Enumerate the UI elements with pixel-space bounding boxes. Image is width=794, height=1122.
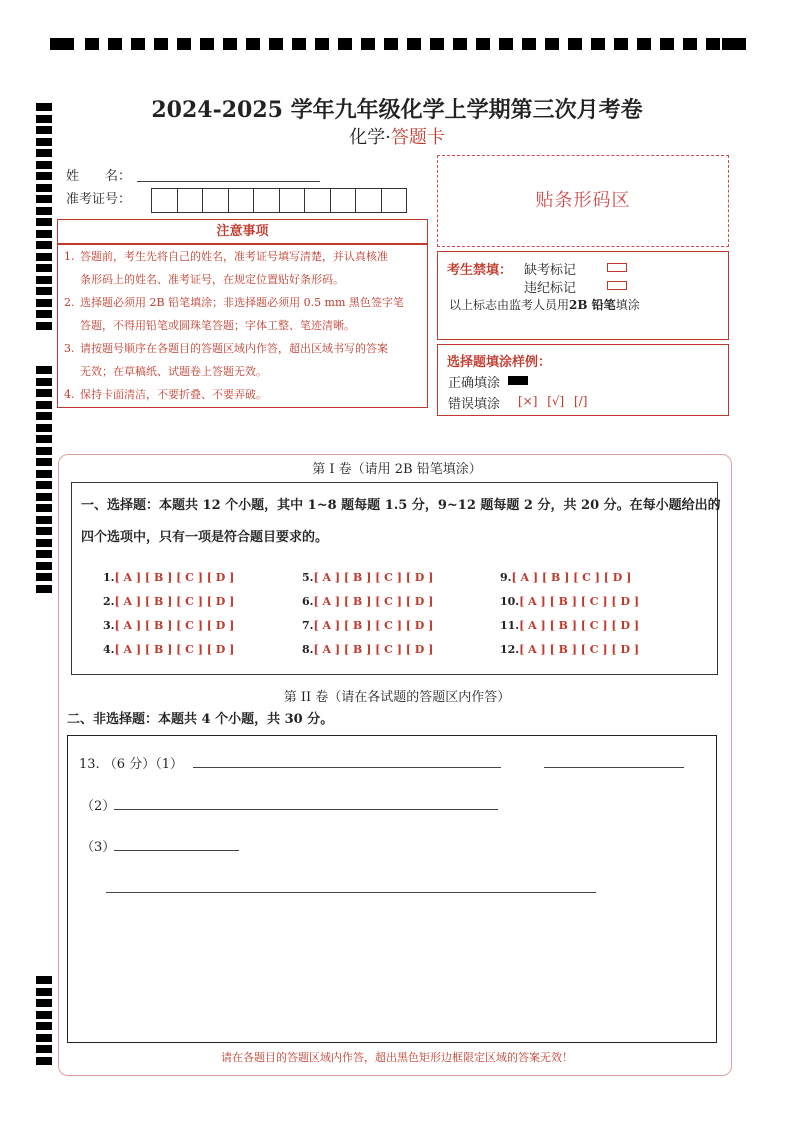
admit-digit-box[interactable]: [177, 188, 204, 213]
mc-question[interactable]: [302, 595, 433, 608]
mc-question-number: 6.: [302, 595, 314, 608]
timing-mark: [722, 38, 746, 50]
timing-mark: [292, 38, 306, 50]
mc-question[interactable]: [302, 643, 433, 656]
timing-mark: [36, 1011, 52, 1019]
timing-mark: [36, 389, 52, 397]
discipline-mark-box[interactable]: [607, 281, 627, 290]
timing-mark: [706, 38, 720, 50]
timing-mark: [36, 976, 52, 984]
notice-item-number: 4.: [64, 388, 75, 401]
name-label: 姓 名：: [66, 169, 132, 184]
notice-item-text: 选择题必须用 2B 铅笔填涂；非选择题必须用 0.5 mm 黑色签字笔: [80, 296, 404, 309]
answer-line[interactable]: [114, 809, 498, 810]
timing-mark: [614, 38, 628, 50]
mc-options[interactable]: [ A ] [ B ] [ C ] [ D ]: [313, 643, 434, 656]
timing-mark: [36, 253, 52, 261]
timing-mark: [36, 149, 52, 157]
timing-mark: [36, 550, 52, 558]
absent-mark-box[interactable]: [607, 263, 627, 272]
admit-digit-box[interactable]: [228, 188, 255, 213]
admit-digit-box[interactable]: [151, 188, 178, 213]
notice-item-text-cont: 答题，不得用铅笔或圆珠笔答题；字体工整、笔迹清晰。: [80, 319, 355, 332]
q13-label: 13. （6 分）（1）: [79, 757, 183, 772]
notice-item-text: 答题前，考生先将自己的姓名，准考证号填写清楚，并认真核准: [80, 250, 388, 263]
mc-options[interactable]: [ A ] [ B ] [ C ] [ D ]: [313, 595, 434, 608]
admit-digit-box[interactable]: [202, 188, 229, 213]
mc-question-number: 10.: [500, 595, 520, 608]
timing-mark: [36, 299, 52, 307]
timing-mark: [36, 585, 52, 593]
notice-title: 注意事项: [57, 219, 428, 244]
forbid-note: [449, 296, 640, 313]
timing-mark: [36, 516, 52, 524]
mc-options[interactable]: [ A ] [ B ] [ C ] [ D ]: [313, 571, 434, 584]
timing-mark: [108, 38, 122, 50]
timing-mark: [36, 1022, 52, 1030]
notice-item: [64, 383, 424, 406]
admit-digit-box[interactable]: [330, 188, 357, 213]
notice-item: [64, 245, 424, 291]
mc-options[interactable]: [ A ] [ B ] [ C ] [ D ]: [114, 571, 235, 584]
timing-mark: [36, 447, 52, 455]
timing-mark: [223, 38, 237, 50]
absent-mark-label: 缺考标记: [524, 263, 577, 278]
mc-options[interactable]: [ A ] [ B ] [ C ] [ D ]: [519, 643, 640, 656]
timing-mark: [36, 218, 52, 226]
notice-item-number: 2.: [64, 296, 75, 309]
mc-question-number: 3.: [103, 619, 115, 632]
timing-mark: [637, 38, 651, 50]
mc-question[interactable]: [500, 619, 639, 632]
footer-warning: 请在各题目的答题区域内作答，超出黑色矩形边框限定区域的答案无效！: [221, 1051, 573, 1064]
timing-mark: [36, 195, 52, 203]
mc-question[interactable]: [302, 571, 433, 584]
mc-question-number: 7.: [302, 619, 314, 632]
mc-question-number: 2.: [103, 595, 115, 608]
mc-question[interactable]: [302, 619, 433, 632]
timing-mark: [36, 424, 52, 432]
timing-mark: [50, 38, 74, 50]
timing-mark: [36, 504, 52, 512]
notice-item-number: 3.: [64, 342, 75, 355]
non-mc-instruction: 二、非选择题：本题共 4 个小题，共 30 分。: [67, 712, 334, 727]
timing-mark: [568, 38, 582, 50]
notice-box: [57, 244, 428, 408]
timing-mark: [36, 1034, 52, 1042]
timing-mark: [36, 172, 52, 180]
mc-question-number: 5.: [302, 571, 314, 584]
notice-item: [64, 291, 424, 337]
discipline-mark-label: 违纪标记: [524, 281, 577, 296]
timing-mark: [36, 161, 52, 169]
mc-instruction-line2: 四个选项中，只有一项是符合题目要求的。: [81, 530, 329, 545]
notice-item-number: 1.: [64, 250, 75, 263]
exam-title: 2024-2025 学年九年级化学上学期第三次月考卷: [151, 97, 643, 123]
timing-mark: [36, 412, 52, 420]
volume1-title: 第 I 卷（请用 2B 铅笔填涂）: [312, 462, 482, 477]
timing-mark: [36, 230, 52, 238]
timing-mark: [36, 401, 52, 409]
mc-question-number: 4.: [103, 643, 115, 656]
timing-mark: [177, 38, 191, 50]
mc-question[interactable]: [103, 571, 234, 584]
mc-options[interactable]: [ A ] [ B ] [ C ] [ D ]: [114, 595, 235, 608]
timing-mark: [36, 378, 52, 386]
timing-mark: [36, 573, 52, 581]
mc-question[interactable]: [103, 619, 234, 632]
forbid-note-pre: 以上标志由监考人员用: [449, 298, 570, 312]
timing-mark: [36, 493, 52, 501]
forbid-note-bold: 2B 铅笔: [569, 298, 616, 312]
wrong-fill-marks: [×] [√] [/]: [518, 394, 588, 408]
mc-question-number: 11.: [500, 619, 520, 632]
admit-digit-box[interactable]: [253, 188, 280, 213]
mc-question[interactable]: [500, 595, 639, 608]
timing-mark: [85, 38, 99, 50]
mc-question[interactable]: [103, 643, 234, 656]
correct-fill-mark: [508, 376, 528, 385]
timing-mark: [36, 264, 52, 272]
timing-mark: [591, 38, 605, 50]
timing-mark: [246, 38, 260, 50]
timing-mark: [36, 988, 52, 996]
timing-mark: [36, 207, 52, 215]
forbid-title: 考生禁填：: [447, 263, 513, 278]
subtitle-prefix: 化学·: [349, 127, 391, 148]
timing-mark: [36, 435, 52, 443]
forbid-note-post: 填涂: [615, 298, 640, 312]
timing-mark: [384, 38, 398, 50]
q13-answer-box[interactable]: [67, 735, 717, 1043]
admit-number-label: 准考证号：: [66, 192, 132, 207]
timing-mark: [453, 38, 467, 50]
volume2-title: 第 II 卷（请在各试题的答题区内作答）: [283, 690, 511, 705]
answer-line[interactable]: [544, 767, 684, 768]
mc-options[interactable]: [ A ] [ B ] [ C ] [ D ]: [313, 619, 434, 632]
mc-instruction-line1: 一、选择题：本题共 12 个小题，其中 1~8 题每题 1.5 分，9~12 题每题 2 分，共 20 分。在每小题给出的: [81, 498, 721, 513]
wrong-fill-label: 错误填涂: [448, 397, 501, 412]
timing-mark: [36, 287, 52, 295]
sub-question-3-label: （3）: [81, 840, 116, 855]
timing-mark: [36, 184, 52, 192]
admit-digit-box[interactable]: [355, 188, 382, 213]
timing-mark: [660, 38, 674, 50]
timing-mark: [545, 38, 559, 50]
timing-mark: [315, 38, 329, 50]
timing-mark: [36, 366, 52, 374]
mc-question[interactable]: [500, 643, 639, 656]
timing-mark: [154, 38, 168, 50]
timing-mark: [269, 38, 283, 50]
notice-item-text-cont: 无效；在草稿纸、试题卷上答题无效。: [80, 365, 267, 378]
mc-options[interactable]: [ A ] [ B ] [ C ] [ D ]: [511, 571, 632, 584]
mc-question-number: 12.: [500, 643, 520, 656]
timing-mark: [338, 38, 352, 50]
timing-mark: [36, 539, 52, 547]
mc-options[interactable]: [ A ] [ B ] [ C ] [ D ]: [114, 619, 235, 632]
fill-sample-title: 选择题填涂样例：: [447, 355, 552, 370]
timing-mark: [36, 481, 52, 489]
timing-mark: [683, 38, 697, 50]
timing-mark: [36, 527, 52, 535]
timing-mark: [36, 999, 52, 1007]
admit-digit-box[interactable]: [304, 188, 331, 213]
exam-subtitle: [0, 123, 794, 149]
timing-mark: [430, 38, 444, 50]
mc-question[interactable]: [103, 595, 234, 608]
notice-item: [64, 337, 424, 383]
answer-line[interactable]: [114, 850, 239, 851]
timing-mark: [36, 310, 52, 318]
timing-mark: [476, 38, 490, 50]
top-timing-marks: [50, 38, 746, 52]
admit-digit-box[interactable]: [279, 188, 306, 213]
admit-number-boxes[interactable]: [152, 188, 407, 212]
timing-mark: [407, 38, 421, 50]
subtitle-highlight: 答题卡: [390, 127, 445, 148]
timing-mark: [36, 322, 52, 330]
timing-mark: [200, 38, 214, 50]
timing-mark: [36, 562, 52, 570]
mc-options[interactable]: [ A ] [ B ] [ C ] [ D ]: [519, 595, 640, 608]
admit-digit-box[interactable]: [381, 188, 408, 213]
answer-line[interactable]: [193, 767, 501, 768]
timing-mark: [36, 241, 52, 249]
mc-question-number: 8.: [302, 643, 314, 656]
mc-question-number: 9.: [500, 571, 512, 584]
notice-item-text: 保持卡面清洁，不要折叠、不要弄破。: [80, 388, 267, 401]
correct-fill-label: 正确填涂: [448, 376, 501, 391]
notice-item-text: 请按题号顺序在各题目的答题区域内作答，超出区域书写的答案: [80, 342, 388, 355]
name-input-line[interactable]: [137, 181, 320, 182]
mc-options[interactable]: [ A ] [ B ] [ C ] [ D ]: [519, 619, 640, 632]
mc-question[interactable]: [500, 571, 631, 584]
answer-line[interactable]: [106, 892, 596, 893]
notice-item-text-cont: 条形码上的姓名、准考证号，在规定位置贴好条形码。: [80, 273, 344, 286]
timing-mark: [361, 38, 375, 50]
barcode-label: 贴条形码区: [535, 190, 631, 211]
timing-mark: [36, 276, 52, 284]
sub-question-2-label: （2）: [81, 799, 116, 814]
timing-mark: [522, 38, 536, 50]
mc-options[interactable]: [ A ] [ B ] [ C ] [ D ]: [114, 643, 235, 656]
mc-question-number: 1.: [103, 571, 115, 584]
timing-mark: [131, 38, 145, 50]
timing-mark: [499, 38, 513, 50]
